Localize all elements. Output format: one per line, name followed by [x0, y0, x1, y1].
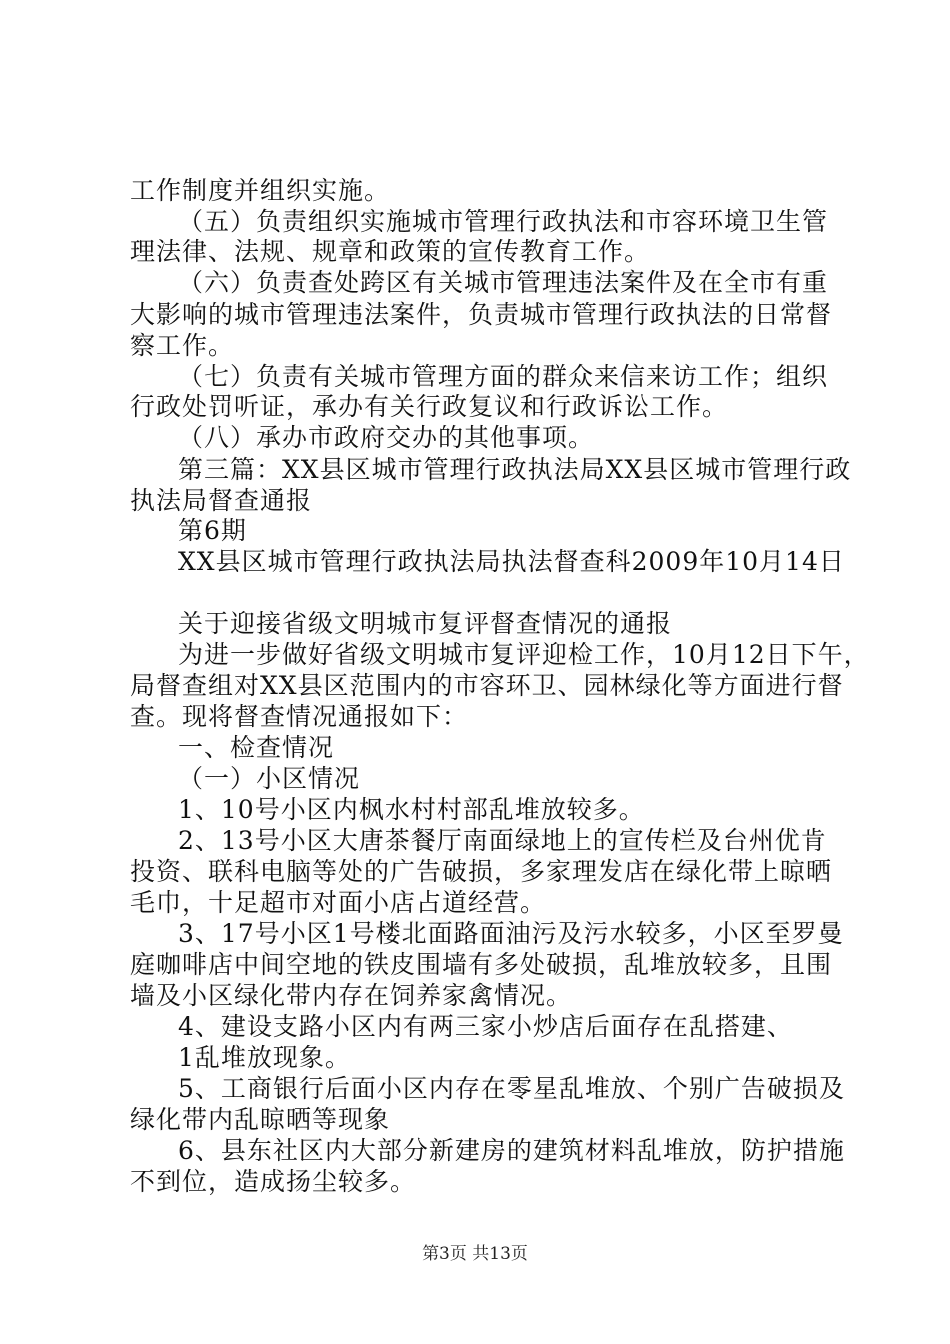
- text-line-14: 关于迎接省级文明城市复评督查情况的通报: [178, 609, 673, 638]
- text-line-4: （六）负责查处跨区有关城市管理违法案件及在全市有重: [178, 268, 829, 297]
- text-line-21: 2、13号小区大唐茶餐厅南面绿地上的宣传栏及台州优肯: [178, 826, 827, 855]
- text-line-26: 墙及小区绿化带内存在饲养家禽情况。: [130, 981, 573, 1010]
- text-line-18: 一、检查情况: [178, 733, 335, 762]
- text-line-29: 5、工商银行后面小区内存在零星乱堆放、个别广告破损及: [178, 1074, 845, 1103]
- text-line-12: 第6期: [178, 516, 247, 545]
- text-line-1: 工作制度并组织实施。: [130, 176, 391, 205]
- text-line-25: 庭咖啡店中间空地的铁皮围墙有多处破损，乱堆放较多，且围: [130, 950, 833, 979]
- text-line-7: （七）负责有关城市管理方面的群众来信来访工作；组织: [178, 362, 829, 391]
- text-line-22: 投资、联科电脑等处的广告破损，多家理发店在绿化带上晾晒: [130, 857, 833, 886]
- text-line-5: 大影响的城市管理违法案件，负责城市管理行政执法的日常督: [130, 300, 833, 329]
- text-line-8: 行政处罚听证，承办有关行政复议和行政诉讼工作。: [130, 392, 729, 421]
- text-line-31: 6、县东社区内大部分新建房的建筑材料乱堆放，防护措施: [178, 1136, 845, 1165]
- text-line-16: 局督查组对XX县区范围内的市容环卫、园林绿化等方面进行督: [130, 671, 844, 700]
- text-line-32: 不到位，造成扬尘较多。: [130, 1167, 417, 1196]
- text-line-19: （一）小区情况: [178, 764, 361, 793]
- text-line-27: 4、建设支路小区内有两三家小炒店后面存在乱搭建、: [178, 1012, 793, 1041]
- text-line-20: 1、10号小区内枫水村村部乱堆放较多。: [178, 795, 645, 824]
- text-line-9: （八）承办市政府交办的其他事项。: [178, 423, 595, 452]
- text-line-30: 绿化带内乱晾晒等现象: [130, 1105, 391, 1134]
- text-line-13: XX县区城市管理行政执法局执法督查科2009年10月14日: [178, 547, 845, 576]
- text-line-11: 执法局督查通报: [130, 486, 313, 515]
- text-line-17: 查。现将督查情况通报如下：: [130, 702, 469, 731]
- text-line-2: （五）负责组织实施城市管理行政执法和市容环境卫生管: [178, 207, 829, 236]
- text-line-24: 3、17号小区1号楼北面路面油污及污水较多，小区至罗曼: [178, 919, 844, 948]
- text-line-3: 理法律、法规、规章和政策的宣传教育工作。: [130, 237, 651, 266]
- text-line-6: 察工作。: [130, 331, 235, 360]
- page-footer: 第3页 共13页: [422, 1244, 528, 1264]
- text-line-23: 毛巾，十足超市对面小店占道经营。: [130, 888, 547, 917]
- text-line-10: 第三篇：XX县区城市管理行政执法局XX县区城市管理行政: [178, 455, 852, 484]
- text-line-15: 为进一步做好省级文明城市复评迎检工作，10月12日下午，: [178, 640, 870, 669]
- text-line-28: 1乱堆放现象。: [178, 1043, 351, 1072]
